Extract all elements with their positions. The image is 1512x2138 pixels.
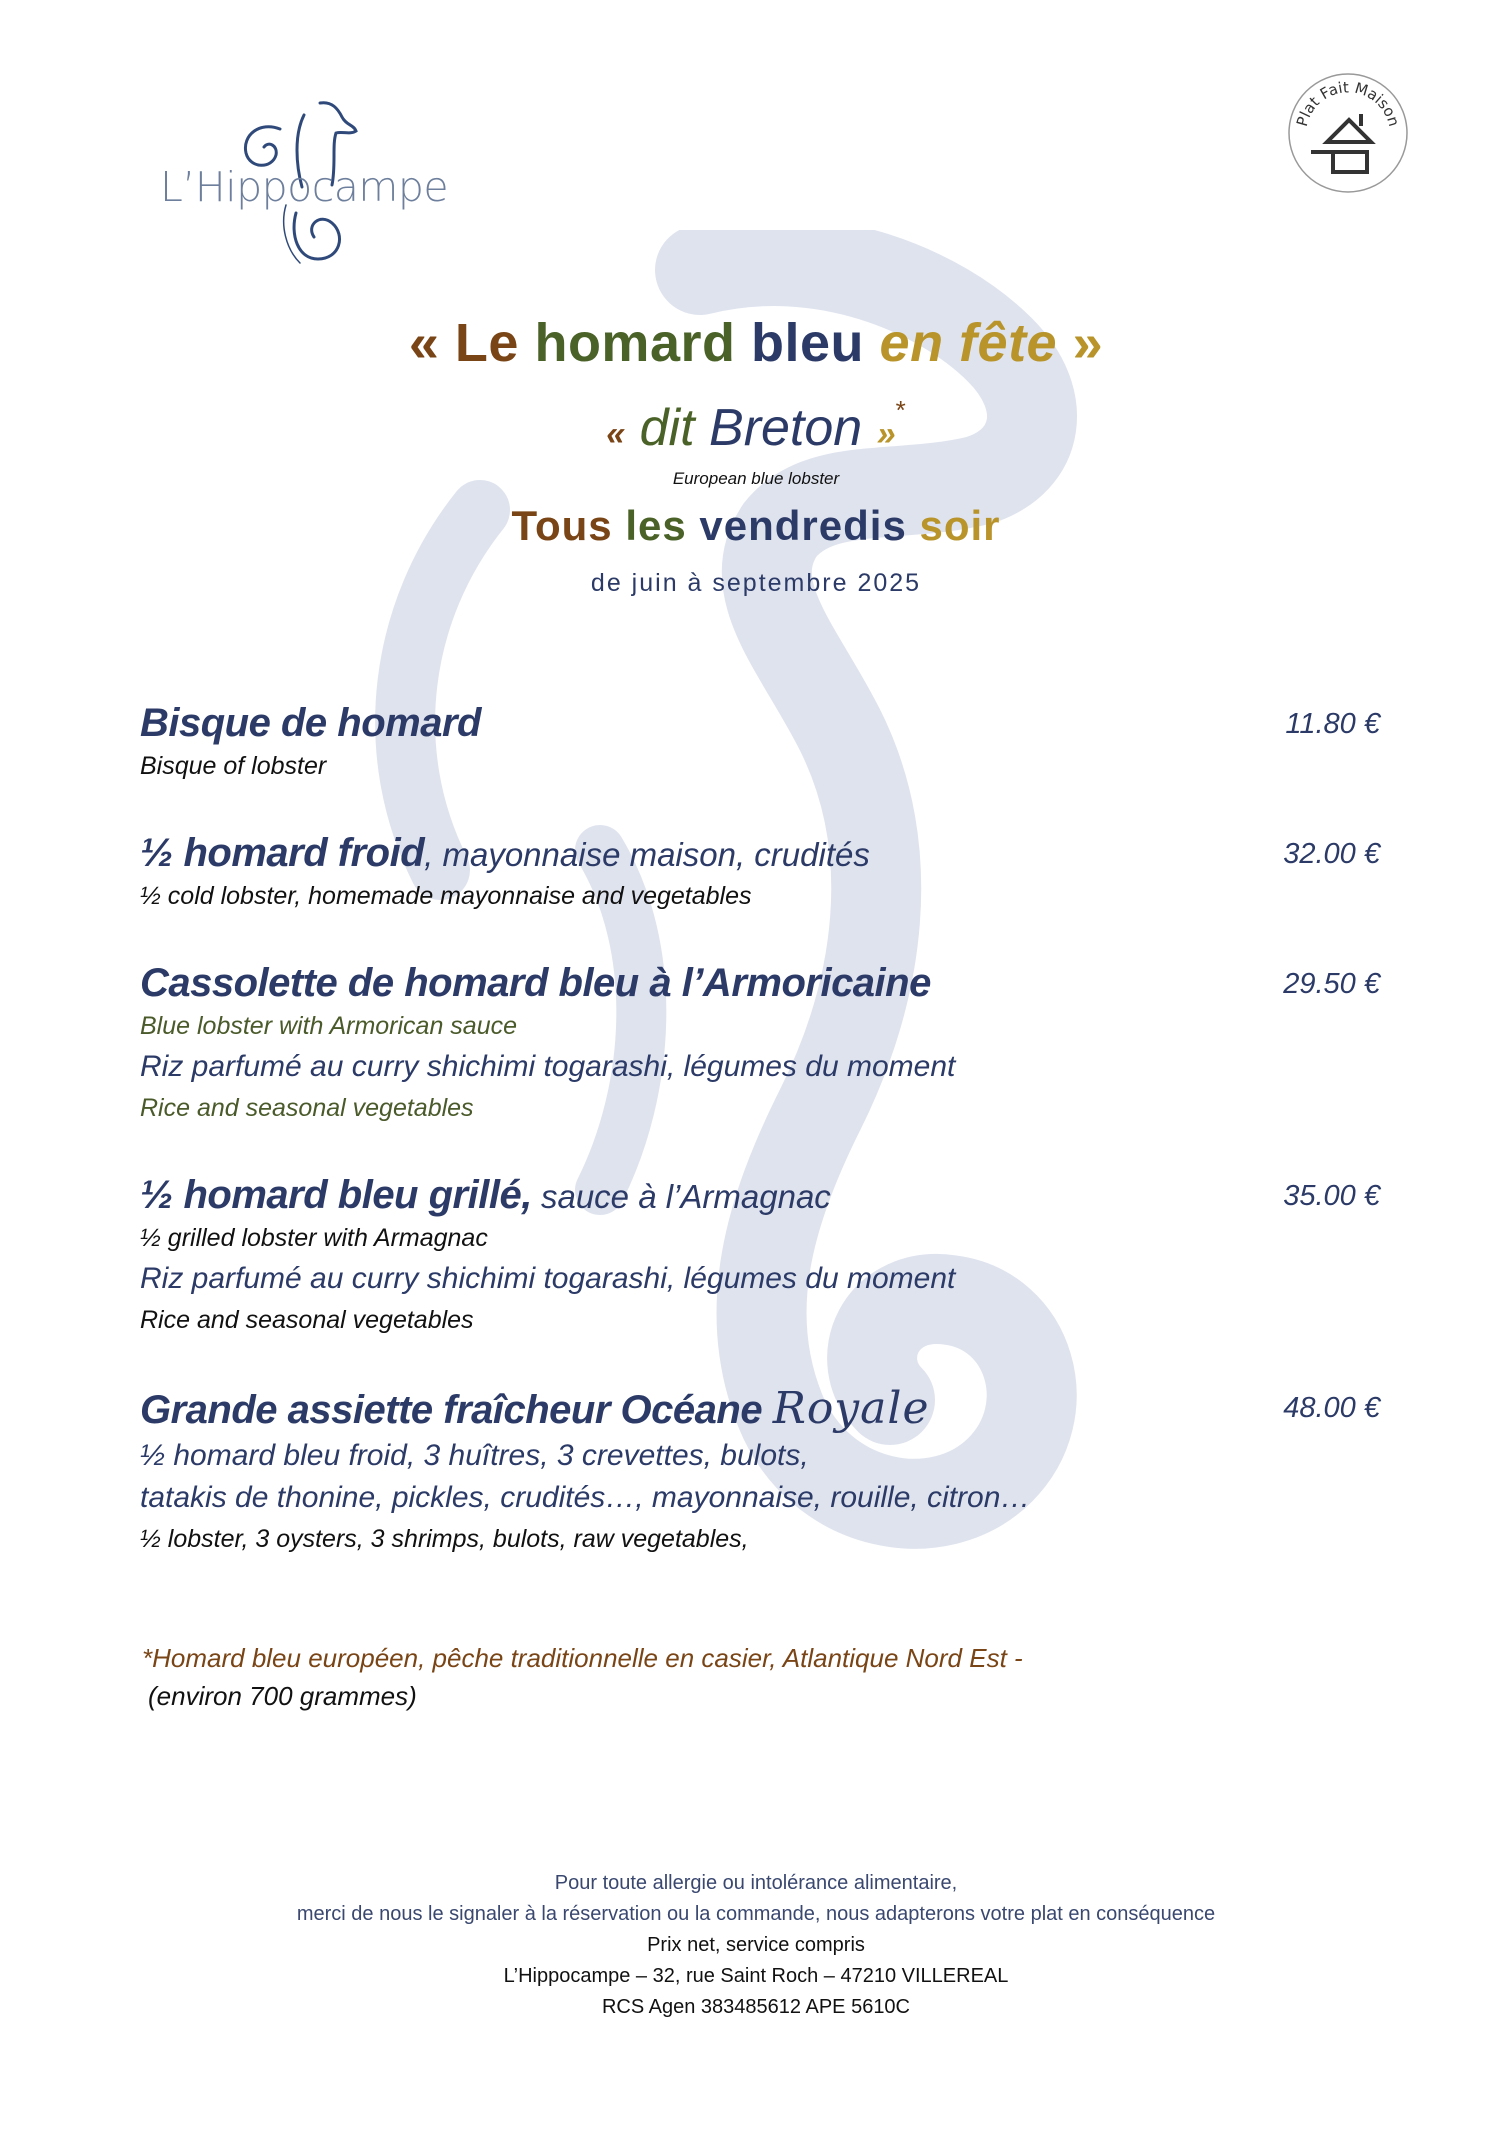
menu-subtitle [0, 395, 1512, 458]
title-en-fete: en fête [879, 313, 1058, 373]
dish-description-en: ½ lobster, 3 oysters, 3 shrimps, bulots, raw vegetables, [140, 1524, 749, 1553]
footnote-line-1: *Homard bleu européen, pêche traditionnelle en casier, Atlantique Nord Est - [142, 1643, 1023, 1673]
title-open-quote: « [408, 313, 440, 373]
subtitle-english: European blue lobster [672, 469, 840, 488]
title-bleu: bleu [751, 313, 865, 373]
title-homard: homard [534, 313, 736, 373]
dish-description-en: Bisque of lobster [140, 752, 327, 780]
dish-side-fr: Riz parfumé au curry shichimi togarashi, légumes du moment [140, 1262, 956, 1295]
dish-side-fr: Riz parfumé au curry shichimi togarashi, légumes du moment [140, 1050, 956, 1083]
prices-notice: Prix net, service compris [647, 1934, 865, 1956]
dish-price: 35.00 € [1283, 1180, 1380, 1212]
dish-name: Cassolette de homard bleu à l’Armoricaine [140, 961, 931, 1005]
restaurant-logo [150, 95, 470, 275]
dish-item [140, 1384, 1380, 1559]
plat-fait-maison-badge [1287, 72, 1409, 194]
dish-name-royale: Royale [772, 1383, 930, 1434]
stamp-text: Plat Fait Maison [1292, 78, 1404, 129]
dish-price: 48.00 € [1283, 1392, 1380, 1424]
allergy-notice-1: Pour toute allergie ou intolérance alimentaire, [554, 1872, 958, 1894]
days-soir: soir [919, 502, 1001, 549]
subtitle-breton: Breton [709, 399, 863, 457]
dish-name-main: ½ homard bleu grillé, [140, 1173, 532, 1217]
dish-price: 32.00 € [1283, 838, 1380, 870]
days-les: les [625, 502, 687, 549]
dish-name [140, 1384, 1380, 1435]
subtitle-close-quote: » [876, 415, 896, 453]
dish-name-main: Grande assiette fraîcheur Océane [140, 1388, 773, 1432]
footnote [142, 1640, 1023, 1715]
dish-price: 11.80 € [1285, 708, 1380, 740]
dish-description-en: ½ grilled lobster with Armagnac [140, 1224, 488, 1252]
subtitle-open-quote: « [606, 415, 626, 453]
house-on-table-icon [1287, 72, 1409, 194]
footer [0, 1868, 1512, 2023]
footnote-line-2: (environ 700 grammes) [148, 1680, 417, 1711]
dish-name: Bisque de homard [140, 701, 481, 745]
dish-side-en: Rice and seasonal vegetables [140, 1306, 474, 1334]
subtitle-dit: dit [639, 399, 695, 457]
dish-description-en: ½ cold lobster, homemade mayonnaise and vegetables [140, 882, 752, 910]
dish-price: 29.50 € [1283, 968, 1380, 1000]
period-text: de juin à septembre 2025 [590, 569, 922, 597]
days-tous: Tous [511, 502, 613, 549]
days-heading [0, 502, 1512, 550]
dish-item [140, 960, 1380, 1128]
dish-name [140, 830, 1380, 876]
address: L’Hippocampe – 32, rue Saint Roch – 47210 VILLEREAL [503, 1965, 1009, 1987]
dish-description-en: Blue lobster with Armorican sauce [140, 1012, 518, 1040]
dish-name-extra: sauce à l’Armagnac [531, 1178, 831, 1215]
menu-title [0, 312, 1512, 374]
allergy-notice-2: merci de nous le signaler à la réservation ou la commande, nous adapterons votre plat en conséquence [296, 1903, 1216, 1925]
dish-item [140, 700, 1380, 786]
dish-name [140, 1172, 1380, 1218]
dish-name-extra: , mayonnaise maison, crudités [424, 836, 870, 873]
dish-description-fr: tatakis de thonine, pickles, crudités…, mayonnaise, rouille, citron… [140, 1480, 1031, 1514]
title-le: Le [454, 313, 519, 373]
company-registration: RCS Agen 383485612 APE 5610C [601, 1996, 911, 2018]
dish-name-main: ½ homard froid [140, 831, 425, 875]
dish-description-fr: ½ homard bleu froid, 3 huîtres, 3 crevettes, bulots, [140, 1438, 809, 1472]
days-vendredis: vendredis [699, 502, 907, 549]
subtitle-asterisk: * [895, 395, 906, 425]
dish-side-en: Rice and seasonal vegetables [140, 1094, 474, 1122]
dish-item [140, 830, 1380, 916]
logo-text: L’Hippocampe [160, 163, 449, 211]
title-close-quote: » [1072, 313, 1104, 373]
dish-item [140, 1172, 1380, 1340]
